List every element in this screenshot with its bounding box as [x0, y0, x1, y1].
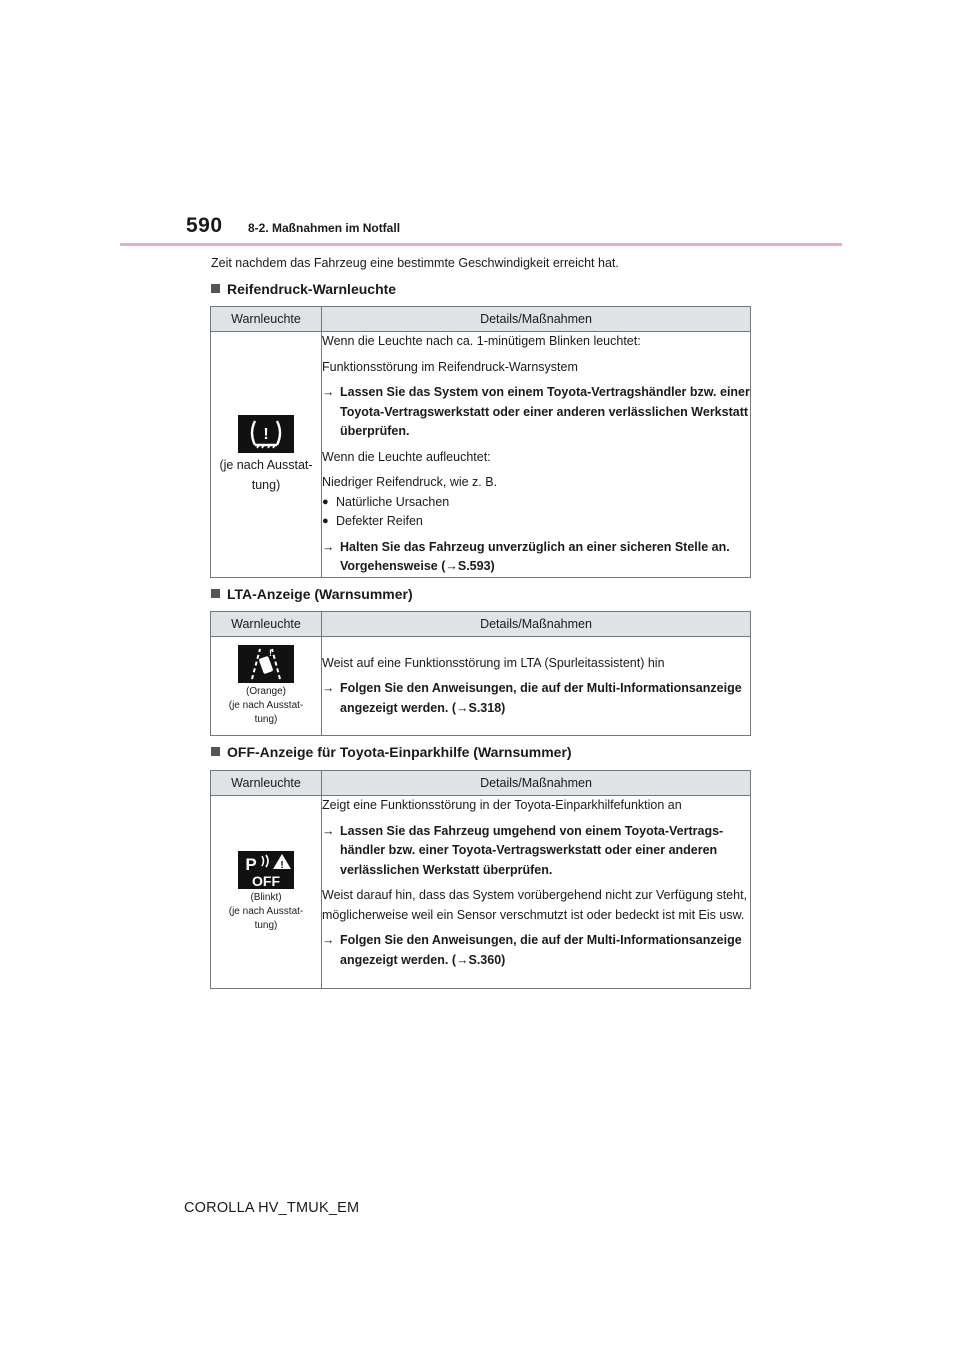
arrow-icon: →: [322, 933, 335, 947]
header-rule: [120, 243, 842, 246]
bullet-item: [322, 512, 750, 532]
lamp-cell: [211, 796, 322, 989]
section-heading-text: Reifendruck-Warnleuchte: [227, 281, 397, 297]
column-header-lamp: Warnleuchte: [211, 612, 322, 637]
arrow-icon: →: [322, 539, 335, 554]
details-cell: [322, 637, 751, 736]
action-line: [322, 822, 750, 881]
details-cell: [322, 332, 751, 578]
arrow-icon: →: [322, 385, 335, 399]
section-heading-lta: [211, 586, 413, 602]
detail-text: Funktionsstörung im Reifendruck-Warnsystem: [322, 359, 578, 374]
action-text: Lassen Sie das Fahrzeug umgehend von einem Toyota-Vertragshändler bzw. einer Toyota-Vertragswerkstatt oder einer anderen verlässlichen Werkstatt überprüfen.: [340, 823, 724, 877]
column-header-details: Details/Maßnahmen: [322, 612, 751, 637]
parking-assist-off-icon: [238, 851, 294, 889]
page-number: 590: [186, 214, 223, 237]
bullet-icon: ●: [322, 515, 329, 527]
tire-pressure-table: [210, 306, 751, 578]
section-heading-text: LTA-Anzeige (Warnsummer): [227, 586, 413, 602]
lamp-caption: (Orange): [245, 686, 286, 697]
section-heading-parking-assist: [211, 744, 572, 760]
detail-text: Wenn die Leuchte nach ca. 1-minütigem Blinken leuchtet:: [322, 334, 641, 348]
off-label: OFF: [252, 873, 280, 889]
bullet-text: Natürliche Ursachen: [336, 494, 450, 509]
tire-pressure-warning-icon: [238, 415, 294, 453]
detail-text: Wenn die Leuchte aufleuchtet:: [322, 449, 491, 464]
action-line: [322, 931, 750, 970]
detail-text: Weist darauf hin, dass das System vorübergehend nicht zur Verfügung steht, möglicherweise weil ein Sensor verschmutzt ist oder bedeckt ist mit Eis usw.: [322, 888, 748, 922]
lamp-caption: (je nach Ausstat-: [219, 457, 313, 472]
action-text: Folgen Sie den Anweisungen, die auf der Multi-Informationsanzeige angezeigt werden. (→S.318): [340, 681, 742, 715]
lamp-caption: (Blinkt): [250, 892, 282, 903]
lamp-caption: tung): [251, 477, 281, 492]
lamp-caption: tung): [254, 920, 278, 931]
action-text: Folgen Sie den Anweisungen, die auf der Multi-Informationsanzeige angezeigt werden. (→S.360): [340, 933, 742, 967]
lane-tracing-assist-icon: [238, 645, 294, 683]
column-header-lamp: Warnleuchte: [211, 307, 322, 332]
exclamation-glyph: !: [263, 425, 269, 443]
column-header-details: Details/Maßnahmen: [322, 307, 751, 332]
square-bullet-icon: [211, 747, 220, 756]
lamp-cell: [211, 637, 322, 736]
parking-p-glyph: P: [245, 855, 257, 874]
detail-text: Zeigt eine Funktionsstörung in der Toyota-Einparkhilfefunktion an: [322, 798, 682, 812]
action-text: Lassen Sie das System von einem Toyota-Vertragshändler bzw. einer Toyota-Vertragswerkstatt oder einer anderen verlässlichen Werkstatt überprüfen.: [340, 385, 750, 438]
action-text: Halten Sie das Fahrzeug unverzüglich an einer sicheren Stelle an. Vorgehensweise (→S.593): [340, 539, 730, 573]
detail-text: Weist auf eine Funktionsstörung im LTA (Spurleitassistent) hin: [322, 655, 665, 670]
parking-assist-table: [210, 770, 751, 989]
arrow-icon: →: [322, 681, 335, 696]
column-header-lamp: Warnleuchte: [211, 771, 322, 796]
exclamation-glyph: !: [280, 860, 284, 871]
lamp-caption: tung): [254, 714, 278, 725]
section-heading-tire-pressure: [211, 281, 396, 297]
lamp-cell: [211, 332, 322, 578]
square-bullet-icon: [211, 589, 220, 598]
lamp-caption: (je nach Ausstat-: [228, 906, 304, 917]
footer-model: COROLLA HV_TMUK_EM: [184, 1200, 360, 1216]
lta-table: [210, 611, 751, 736]
section-title: 8-2. Maßnahmen im Notfall: [248, 221, 401, 235]
arrow-icon: →: [322, 823, 335, 838]
square-bullet-icon: [211, 284, 220, 293]
bullet-item: [322, 493, 750, 513]
intro-text: Zeit nachdem das Fahrzeug eine bestimmte Geschwindigkeit erreicht hat.: [211, 256, 619, 270]
bullet-icon: ●: [322, 495, 329, 508]
exclamation-glyph: !: [269, 648, 272, 658]
action-line: [322, 538, 750, 577]
lamp-caption: (je nach Ausstat-: [228, 700, 304, 711]
section-heading-text: OFF-Anzeige für Toyota-Einparkhilfe (Warnsummer): [227, 744, 572, 760]
detail-text: Niedriger Reifendruck, wie z. B.: [322, 475, 498, 489]
action-line: [322, 383, 750, 442]
bullet-text: Defekter Reifen: [336, 514, 423, 528]
details-cell: [322, 796, 751, 989]
action-line: [322, 679, 750, 718]
column-header-details: Details/Maßnahmen: [322, 771, 751, 796]
